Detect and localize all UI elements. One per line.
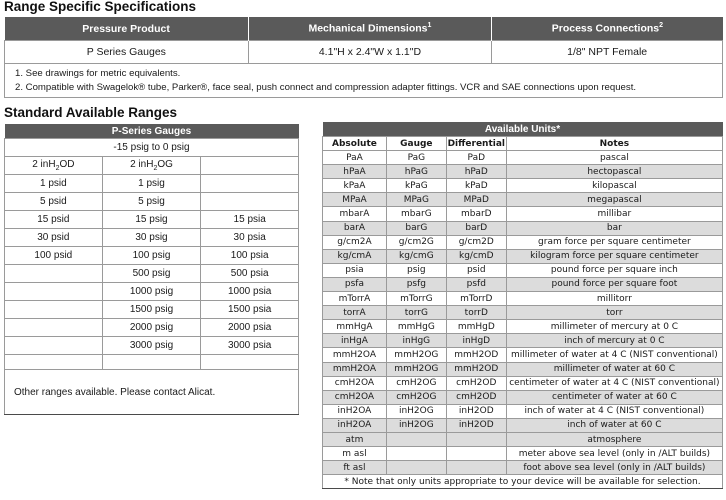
ranges-vacuum-row: -15 psig to 0 psig	[5, 139, 299, 157]
ranges-row	[5, 247, 299, 265]
unit-note: millibar	[506, 207, 722, 221]
unit-cell: mmHgA	[323, 320, 387, 334]
unit-cell: mTorrD	[446, 292, 506, 306]
units-row	[323, 165, 723, 179]
unit-note: centimeter of water at 60 C	[506, 390, 722, 404]
units-row	[323, 334, 723, 348]
unit-cell: PaA	[323, 151, 387, 165]
range-cell	[201, 175, 299, 193]
range-specs-heading: Range Specific Specifications	[4, 0, 197, 14]
unit-cell: inH2OG	[386, 418, 446, 432]
unit-cell: mbarG	[386, 207, 446, 221]
unit-cell: mmHgG	[386, 320, 446, 334]
range-cell: 3000 psia	[201, 337, 299, 355]
range-cell	[5, 319, 103, 337]
unit-cell: psid	[446, 263, 506, 277]
unit-cell: PaD	[446, 151, 506, 165]
units-row	[323, 376, 723, 390]
ranges-row	[5, 175, 299, 193]
unit-cell: inH2OG	[386, 404, 446, 418]
range-cell	[201, 193, 299, 211]
ranges-row	[5, 193, 299, 211]
unit-cell: mbarD	[446, 207, 506, 221]
unit-cell: inH2OA	[323, 418, 387, 432]
unit-cell: kPaA	[323, 179, 387, 193]
unit-note: millimeter of mercury at 0 C	[506, 320, 722, 334]
unit-cell: barG	[386, 221, 446, 235]
unit-cell: kPaD	[446, 179, 506, 193]
unit-cell: inH2OD	[446, 418, 506, 432]
unit-cell: mmH2OG	[386, 362, 446, 376]
range-cell	[5, 337, 103, 355]
units-title: Available Units*	[323, 122, 723, 137]
unit-cell: kg/cmG	[386, 249, 446, 263]
header-pressure-product: Pressure Product	[5, 17, 249, 41]
unit-cell: barD	[446, 221, 506, 235]
unit-cell: cmH2OA	[323, 376, 387, 390]
unit-cell: cmH2OA	[323, 390, 387, 404]
unit-cell: atm	[323, 432, 387, 446]
ranges-footer: Other ranges available. Please contact Alicat.	[5, 370, 299, 415]
units-row	[323, 362, 723, 376]
units-header-differential: Differential	[446, 137, 506, 151]
unit-cell: torrD	[446, 306, 506, 320]
range-cell	[201, 157, 299, 175]
units-row	[323, 320, 723, 334]
range-cell: 1500 psig	[102, 301, 201, 319]
units-row	[323, 404, 723, 418]
range-cell: 100 psia	[201, 247, 299, 265]
unit-cell: cmH2OD	[446, 390, 506, 404]
unit-cell: torrG	[386, 306, 446, 320]
units-row-ftasl	[323, 461, 723, 475]
specs-notes-row	[5, 64, 723, 98]
unit-cell: hPaD	[446, 165, 506, 179]
unit-cell: cmH2OG	[386, 390, 446, 404]
unit-cell: MPaG	[386, 193, 446, 207]
unit-cell: cmH2OD	[446, 376, 506, 390]
unit-note: millimeter of water at 4 C (NIST conventional)	[506, 348, 722, 362]
standard-ranges-table	[4, 124, 299, 415]
unit-cell	[386, 461, 446, 475]
ranges-row	[5, 229, 299, 247]
unit-cell: mmH2OG	[386, 348, 446, 362]
range-cell: 2 inH$_2$OG	[102, 157, 201, 175]
range-cell: 2 inH$_2$OD	[5, 157, 103, 175]
header-process-connections: Process Connections$^2$	[492, 17, 723, 41]
ranges-row	[5, 211, 299, 229]
unit-cell	[386, 432, 446, 446]
units-header-notes: Notes	[506, 137, 722, 151]
range-cell: 15 psia	[201, 211, 299, 229]
range-cell	[5, 283, 103, 301]
ranges-row	[5, 337, 299, 355]
unit-cell: ft asl	[323, 461, 387, 475]
units-row	[323, 221, 723, 235]
range-cell	[5, 265, 103, 283]
range-cell: 15 psig	[102, 211, 201, 229]
units-row	[323, 263, 723, 277]
range-cell: 30 psig	[102, 229, 201, 247]
unit-cell: kg/cmA	[323, 249, 387, 263]
unit-cell: psia	[323, 263, 387, 277]
product-cell: P Series Gauges	[5, 41, 249, 64]
connections-cell: 1/8" NPT Female	[492, 41, 723, 64]
units-row	[323, 235, 723, 249]
units-row	[323, 292, 723, 306]
standard-ranges-heading: Standard Available Ranges	[4, 105, 178, 120]
unit-cell: psfg	[386, 277, 446, 291]
unit-cell: kg/cmD	[446, 249, 506, 263]
unit-cell: MPaA	[323, 193, 387, 207]
unit-cell: hPaG	[386, 165, 446, 179]
unit-cell: mmH2OD	[446, 362, 506, 376]
range-cell: 100 psig	[102, 247, 201, 265]
unit-cell: mTorrA	[323, 292, 387, 306]
unit-cell: inHgA	[323, 334, 387, 348]
note-2: 2. Compatible with Swagelok® tube, Parker®, face seal, push connect and compression adapter fittings. VCR and SAE connections upon request.	[15, 81, 637, 93]
units-row	[323, 390, 723, 404]
unit-cell: barA	[323, 221, 387, 235]
range-cell: 500 psig	[102, 265, 201, 283]
unit-note: foot above sea level (only in /ALT builds)	[506, 461, 722, 475]
units-header-gauge: Gauge	[386, 137, 446, 151]
unit-cell: hPaA	[323, 165, 387, 179]
range-cell: 1000 psig	[102, 283, 201, 301]
unit-note: gram force per square centimeter	[506, 235, 722, 249]
specs-header-row	[5, 17, 723, 41]
unit-cell: psig	[386, 263, 446, 277]
unit-cell: inHgD	[446, 334, 506, 348]
units-row	[323, 179, 723, 193]
range-cell: 5 psid	[5, 193, 103, 211]
unit-note: inch of water at 4 C (NIST conventional)	[506, 404, 722, 418]
unit-cell: m asl	[323, 447, 387, 461]
range-cell: 5 psig	[102, 193, 201, 211]
units-row-masl	[323, 447, 723, 461]
unit-cell: cmH2OG	[386, 376, 446, 390]
unit-note: kilopascal	[506, 179, 722, 193]
range-cell: 1000 psia	[201, 283, 299, 301]
ranges-row	[5, 319, 299, 337]
range-cell: 3000 psig	[102, 337, 201, 355]
range-cell: 15 psid	[5, 211, 103, 229]
ranges-h2o-row	[5, 157, 299, 175]
unit-cell: g/cm2G	[386, 235, 446, 249]
range-cell	[5, 301, 103, 319]
units-row	[323, 207, 723, 221]
unit-note: bar	[506, 221, 722, 235]
unit-cell: psfd	[446, 277, 506, 291]
units-row-atm	[323, 432, 723, 446]
unit-cell: g/cm2A	[323, 235, 387, 249]
units-row	[323, 418, 723, 432]
units-row	[323, 348, 723, 362]
specs-notes	[5, 64, 723, 98]
unit-note: hectopascal	[506, 165, 722, 179]
note-1: 1. See drawings for metric equivalents.	[15, 68, 181, 79]
unit-cell	[446, 432, 506, 446]
header-mechanical-dimensions: Mechanical Dimensions$^1$	[248, 17, 492, 41]
range-cell: 500 psia	[201, 265, 299, 283]
unit-cell: psfa	[323, 277, 387, 291]
unit-note: inch of water at 60 C	[506, 418, 722, 432]
unit-cell: kPaG	[386, 179, 446, 193]
range-cell: 1500 psia	[201, 301, 299, 319]
unit-cell	[446, 461, 506, 475]
unit-cell: mTorrG	[386, 292, 446, 306]
unit-note: atmosphere	[506, 432, 722, 446]
unit-note: megapascal	[506, 193, 722, 207]
unit-cell: mmH2OD	[446, 348, 506, 362]
ranges-row	[5, 283, 299, 301]
unit-cell: MPaD	[446, 193, 506, 207]
specs-data-row	[5, 41, 723, 64]
unit-cell: torrA	[323, 306, 387, 320]
unit-note: torr	[506, 306, 722, 320]
unit-note: pound force per square foot	[506, 277, 722, 291]
unit-note: millimeter of water at 60 C	[506, 362, 722, 376]
unit-note: pound force per square inch	[506, 263, 722, 277]
unit-note: centimeter of water at 4 C (NIST conventional)	[506, 376, 722, 390]
range-cell: 1 psig	[102, 175, 201, 193]
unit-note: pascal	[506, 151, 722, 165]
units-header-row	[323, 137, 723, 151]
unit-cell: mbarA	[323, 207, 387, 221]
available-units-table	[322, 122, 723, 489]
units-row	[323, 249, 723, 263]
units-row	[323, 306, 723, 320]
unit-cell: mmH2OA	[323, 362, 387, 376]
unit-cell: inH2OA	[323, 404, 387, 418]
range-cell: 100 psid	[5, 247, 103, 265]
range-cell: 30 psid	[5, 229, 103, 247]
range-cell: 2000 psig	[102, 319, 201, 337]
units-footnote: * Note that only units appropriate to your device will be available for selection.	[323, 475, 723, 489]
range-cell: 2000 psia	[201, 319, 299, 337]
range-specs-table	[4, 17, 723, 98]
unit-cell	[386, 447, 446, 461]
units-row	[323, 277, 723, 291]
range-cell: 30 psia	[201, 229, 299, 247]
ranges-row	[5, 301, 299, 319]
unit-note: kilogram force per square centimeter	[506, 249, 722, 263]
range-cell: 1 psid	[5, 175, 103, 193]
ranges-title: P-Series Gauges	[5, 124, 299, 139]
unit-note: meter above sea level (only in /ALT builds)	[506, 447, 722, 461]
unit-note: inch of mercury at 0 C	[506, 334, 722, 348]
unit-note: millitorr	[506, 292, 722, 306]
unit-cell: mmHgD	[446, 320, 506, 334]
unit-cell	[446, 447, 506, 461]
units-header-absolute: Absolute	[323, 137, 387, 151]
unit-cell: g/cm2D	[446, 235, 506, 249]
unit-cell: PaG	[386, 151, 446, 165]
unit-cell: inHgG	[386, 334, 446, 348]
dimensions-cell: 4.1"H x 2.4"W x 1.1"D	[248, 41, 492, 64]
ranges-row	[5, 265, 299, 283]
units-row	[323, 193, 723, 207]
unit-cell: inH2OD	[446, 404, 506, 418]
units-row	[323, 151, 723, 165]
unit-cell: mmH2OA	[323, 348, 387, 362]
